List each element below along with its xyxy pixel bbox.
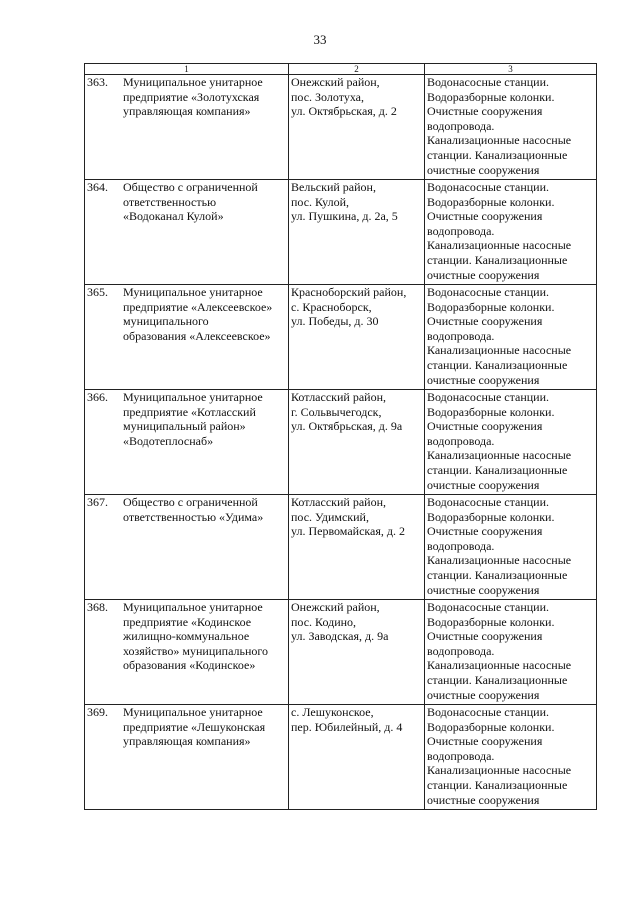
- facilities-line: Канализационные насосные: [427, 658, 572, 673]
- address-line: Онежский район,: [291, 600, 380, 614]
- facilities-line: Очистные сооружения: [427, 209, 543, 224]
- organization-name: [123, 180, 286, 224]
- organization-name-line: управляющая компания»: [123, 734, 251, 749]
- facilities-line: Водоразборные колонки.: [427, 509, 555, 524]
- facilities-line: Канализационные насосные: [427, 763, 572, 778]
- facilities-line: очистные сооружения: [427, 372, 540, 387]
- facilities-cell: [425, 705, 597, 810]
- facilities-line: станции. Канализационные: [427, 672, 568, 687]
- organization-name-line: жилищно-коммунальное: [123, 629, 250, 644]
- facilities-line: очистные сооружения: [427, 162, 540, 177]
- organization-cell: [85, 75, 289, 180]
- address-line: Котласский район,: [291, 495, 387, 509]
- address-line: Красноборский район,: [291, 285, 407, 299]
- facilities-line: Водоразборные колонки.: [427, 614, 555, 629]
- facilities-line: водопровода.: [427, 643, 495, 658]
- address-line: с. Лешуконское,: [291, 705, 374, 719]
- organization-cell: [85, 600, 289, 705]
- organization-cell: [85, 705, 289, 810]
- organization-name-line: «Водотеплоснаб»: [123, 433, 214, 448]
- organization-name-line: «Водоканал Кулой»: [123, 209, 224, 224]
- facilities-line: Водоразборные колонки.: [427, 89, 555, 104]
- column-header-2: 2: [289, 64, 425, 75]
- facilities-line: очистные сооружения: [427, 687, 540, 702]
- address-line: пос. Золотуха,: [291, 89, 364, 104]
- row-number: 366.: [87, 390, 108, 404]
- address-cell: [289, 705, 425, 810]
- table-header-row: [85, 64, 597, 75]
- organization-name-line: управляющая компания»: [123, 104, 251, 119]
- address-line: ул. Заводская, д. 9а: [291, 629, 389, 644]
- facilities-line: Водонасосные станции.: [427, 285, 550, 299]
- facilities-line: Канализационные насосные: [427, 238, 572, 253]
- facilities-line: Очистные сооружения: [427, 104, 543, 119]
- address-line: Котласский район,: [291, 390, 387, 404]
- organization-name-line: муниципальный район»: [123, 419, 246, 434]
- organization-name: [123, 285, 286, 343]
- facilities-line: станции. Канализационные: [427, 462, 568, 477]
- facilities-cell: [425, 495, 597, 600]
- table-row: [85, 705, 597, 810]
- facilities-line: Канализационные насосные: [427, 553, 572, 568]
- address-line: пос. Кодино,: [291, 614, 357, 629]
- address-line: ул. Первомайская, д. 2: [291, 524, 405, 539]
- table-row: [85, 390, 597, 495]
- facilities-cell: [425, 180, 597, 285]
- facilities-line: Очистные сооружения: [427, 419, 543, 434]
- organization-name-line: Муниципальное унитарное: [123, 705, 263, 719]
- column-header-1: 1: [85, 64, 289, 75]
- facilities-line: очистные сооружения: [427, 477, 540, 492]
- organization-name-line: предприятие «Золотухская: [123, 89, 260, 104]
- facilities-line: Водонасосные станции.: [427, 390, 550, 404]
- organization-name-line: муниципального: [123, 314, 209, 329]
- facilities-line: Канализационные насосные: [427, 343, 572, 358]
- facilities-line: очистные сооружения: [427, 582, 540, 597]
- organization-name-line: предприятие «Алексеевское»: [123, 299, 273, 314]
- facilities-line: Водонасосные станции.: [427, 600, 550, 614]
- facilities-line: очистные сооружения: [427, 792, 540, 807]
- table-row: [85, 285, 597, 390]
- organization-name: [123, 390, 286, 448]
- organization-name-line: Общество с ограниченной: [123, 495, 258, 509]
- column-header-3: 3: [425, 64, 597, 75]
- address-line: ул. Октябрьская, д. 2: [291, 104, 397, 119]
- organization-name-line: предприятие «Котласский: [123, 404, 256, 419]
- organization-name-line: Муниципальное унитарное: [123, 390, 263, 404]
- facilities-line: водопровода.: [427, 118, 495, 133]
- address-line: ул. Октябрьская, д. 9а: [291, 419, 403, 434]
- address-cell: [289, 285, 425, 390]
- facilities-line: Водонасосные станции.: [427, 495, 550, 509]
- facilities-line: Водонасосные станции.: [427, 705, 550, 719]
- organization-name-line: Муниципальное унитарное: [123, 600, 263, 614]
- facilities-line: Очистные сооружения: [427, 629, 543, 644]
- row-number: 367.: [87, 495, 108, 509]
- facilities-line: Водоразборные колонки.: [427, 404, 555, 419]
- facilities-line: Канализационные насосные: [427, 448, 572, 463]
- organization-name-line: хозяйство» муниципального: [123, 643, 269, 658]
- organization-name: [123, 495, 286, 524]
- address-cell: [289, 495, 425, 600]
- address-line: ул. Победы, д. 30: [291, 314, 379, 329]
- organization-cell: [85, 495, 289, 600]
- address-cell: [289, 75, 425, 180]
- facilities-line: Водоразборные колонки.: [427, 719, 555, 734]
- table-row: [85, 495, 597, 600]
- address-line: пос. Удимский,: [291, 509, 369, 524]
- row-number: 369.: [87, 705, 108, 719]
- organization-name-line: предприятие «Лешуконская: [123, 719, 266, 734]
- facilities-line: Очистные сооружения: [427, 524, 543, 539]
- organization-name-line: ответственностью «Удима»: [123, 509, 264, 524]
- facilities-cell: [425, 390, 597, 495]
- organization-name-line: Муниципальное унитарное: [123, 285, 263, 299]
- facilities-line: Водоразборные колонки.: [427, 299, 555, 314]
- row-number: 363.: [87, 75, 108, 89]
- organization-name: [123, 75, 286, 119]
- address-line: Онежский район,: [291, 75, 380, 89]
- page-number: 33: [313, 32, 327, 47]
- facilities-line: станции. Канализационные: [427, 777, 568, 792]
- row-number: 364.: [87, 180, 108, 194]
- organization-name-line: Общество с ограниченной: [123, 180, 258, 194]
- facilities-line: очистные сооружения: [427, 267, 540, 282]
- address-line: с. Красноборск,: [291, 299, 372, 314]
- organization-name: [123, 600, 286, 673]
- facilities-line: водопровода.: [427, 328, 495, 343]
- table-row: [85, 75, 597, 180]
- document-table: [84, 63, 597, 810]
- facilities-line: водопровода.: [427, 748, 495, 763]
- facilities-line: Канализационные насосные: [427, 133, 572, 148]
- address-line: пер. Юбилейный, д. 4: [291, 719, 403, 734]
- organization-name-line: предприятие «Кодинское: [123, 614, 252, 629]
- row-number: 368.: [87, 600, 108, 614]
- facilities-cell: [425, 75, 597, 180]
- organization-name-line: Муниципальное унитарное: [123, 75, 263, 89]
- facilities-cell: [425, 600, 597, 705]
- organization-name-line: ответственностью: [123, 194, 217, 209]
- address-cell: [289, 600, 425, 705]
- address-line: г. Сольвычегодск,: [291, 404, 382, 419]
- facilities-line: станции. Канализационные: [427, 357, 568, 372]
- address-line: пос. Кулой,: [291, 194, 350, 209]
- organization-name: [123, 705, 286, 749]
- organization-name-line: образования «Алексеевское»: [123, 328, 271, 343]
- organization-cell: [85, 285, 289, 390]
- row-number: 365.: [87, 285, 108, 299]
- facilities-line: водопровода.: [427, 538, 495, 553]
- facilities-line: станции. Канализационные: [427, 252, 568, 267]
- facilities-line: Очистные сооружения: [427, 314, 543, 329]
- address-cell: [289, 180, 425, 285]
- facilities-cell: [425, 285, 597, 390]
- organization-cell: [85, 390, 289, 495]
- facilities-line: Водонасосные станции.: [427, 75, 550, 89]
- facilities-line: станции. Канализационные: [427, 567, 568, 582]
- table-row: [85, 180, 597, 285]
- address-cell: [289, 390, 425, 495]
- organization-cell: [85, 180, 289, 285]
- table-body: [85, 75, 597, 810]
- organization-name-line: образования «Кодинское»: [123, 658, 256, 673]
- table-row: [85, 600, 597, 705]
- facilities-line: Водоразборные колонки.: [427, 194, 555, 209]
- address-line: Вельский район,: [291, 180, 376, 194]
- facilities-line: водопровода.: [427, 433, 495, 448]
- facilities-line: станции. Канализационные: [427, 147, 568, 162]
- facilities-line: Очистные сооружения: [427, 734, 543, 749]
- facilities-line: водопровода.: [427, 223, 495, 238]
- address-line: ул. Пушкина, д. 2а, 5: [291, 209, 398, 224]
- facilities-line: Водонасосные станции.: [427, 180, 550, 194]
